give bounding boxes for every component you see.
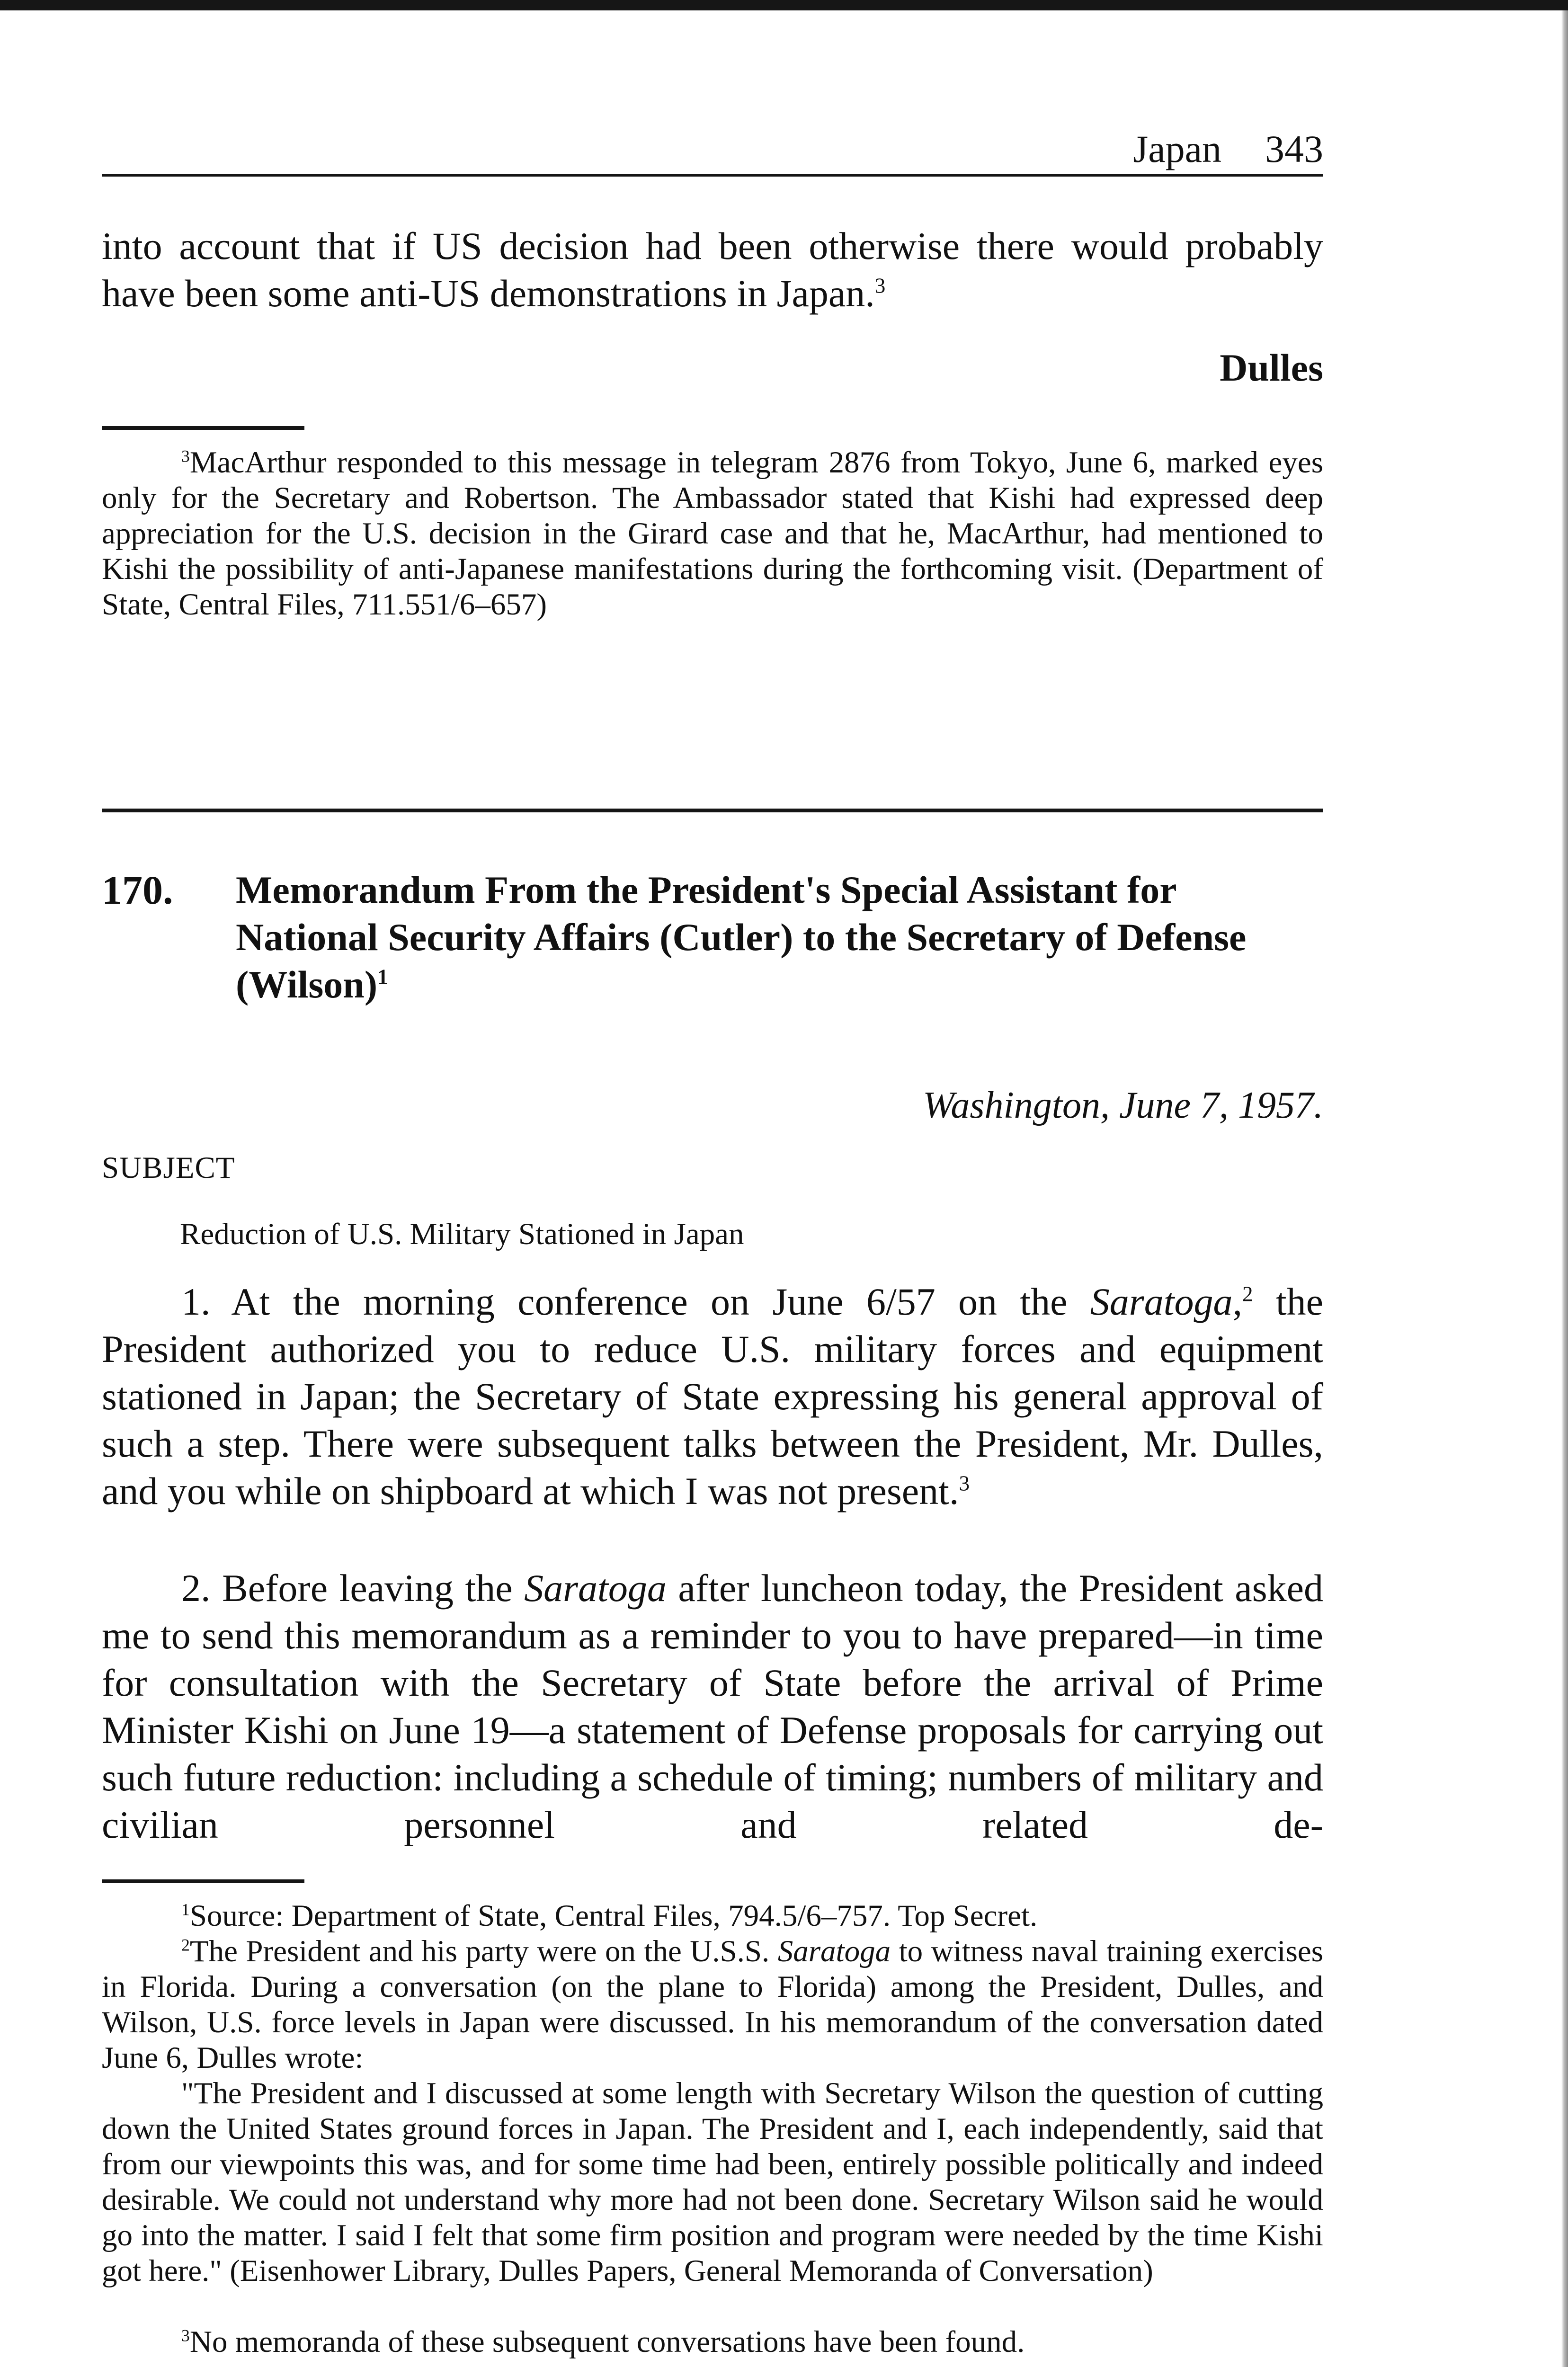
ship-name: Saratoga xyxy=(777,1934,891,1968)
footnote-rule xyxy=(102,426,304,430)
ship-name: Saratoga, xyxy=(1090,1280,1242,1323)
footnote-marker: 3 xyxy=(181,2326,190,2345)
signature: Dulles xyxy=(1220,346,1323,389)
paragraph-1-text-a: 1. At the morning conference on June 6/57 on the xyxy=(181,1280,1068,1323)
footnote-2 xyxy=(102,1934,1323,2076)
document-title xyxy=(236,866,1301,1008)
running-header-title: Japan xyxy=(1133,127,1221,170)
scan-right-edge xyxy=(1561,10,1568,2367)
page-number: 343 xyxy=(1265,127,1323,170)
footnote-2-quote: "The President and I discussed at some length with Secretary Wilson the question of cutting down the United States ground forces in Japan. The President and I, each independently, said that from our viewpoints this was, and for some time had been, entirely possible politically and indeed desirable. We could not understand why more had not been done. Secretary Wilson said he would go into the matter. I said I felt that some firm position and program were needed by the time Kishi got here." (Eisenhower Library, Dulles Papers, General Memoranda of Conversation) xyxy=(102,2076,1323,2288)
subject-text: Reduction of U.S. Military Stationed in Japan xyxy=(180,1217,744,1251)
footnote-text-b: to witness naval training exercises in Florida. During a conversation (on the plane to Florida) among the President, Dulles, and Wilson, U.S. force levels in Japan were discussed. In his memorandum of the conversation dated June 6, Dulles wrote: xyxy=(102,1934,1324,2075)
footnote-3-top xyxy=(102,445,1323,623)
header-rule xyxy=(102,174,1323,177)
paragraph-1 xyxy=(102,1278,1323,1515)
footnote-marker: 1 xyxy=(181,1900,190,1919)
paragraph-2-text-a: 2. Before leaving the xyxy=(181,1566,513,1610)
footnote-3 xyxy=(102,2324,1323,2360)
footnote-ref-2: 2 xyxy=(1242,1282,1253,1306)
footnote-marker: 2 xyxy=(181,1935,190,1955)
document-number: 170. xyxy=(102,867,173,913)
footnote-text: Source: Department of State, Central Files, 794.5/6–757. Top Secret. xyxy=(189,1899,1038,1933)
section-rule xyxy=(102,809,1323,812)
footnote-text: No memoranda of these subsequent conversations have been found. xyxy=(189,2325,1025,2359)
paragraph-2-text-b: after luncheon today, the President asked me to send this memorandum as a reminder to you to have prepared—in time for consultation with the Secretary of State before the arrival of Prime Minister Kishi on June 19—a statement of Defense proposals for carrying out such future reduction: including a schedule of timing; numbers of military and civilian personnel and related de- xyxy=(102,1566,1324,1846)
continued-paragraph xyxy=(102,222,1323,317)
footnote-rule xyxy=(102,1879,304,1883)
title-footnote-ref: 1 xyxy=(377,965,388,989)
subject-label: SUBJECT xyxy=(102,1151,235,1185)
scan-top-edge xyxy=(0,0,1568,10)
footnote-text: MacArthur responded to this message in telegram 2876 from Tokyo, June 6, marked eyes only for the Secretary and Robertson. The Ambassador stated that Kishi had expressed deep appreciation for the U.S. decision in the Girard case and that he, MacArthur, had mentioned to Kishi the possibility of anti-Japanese manifestations during the forthcoming visit. (Department of State, Central Files, 711.551/6–657) xyxy=(102,445,1323,622)
footnote-text-a: The President and his party were on the U.S.S. xyxy=(189,1934,770,1968)
paragraph-2 xyxy=(102,1565,1323,1849)
dateline: Washington, June 7, 1957. xyxy=(923,1085,1323,1126)
footnote-ref-3: 3 xyxy=(874,274,886,298)
running-header xyxy=(102,128,1323,175)
footnote-marker: 3 xyxy=(181,446,190,466)
ship-name: Saratoga xyxy=(524,1566,667,1610)
continued-paragraph-text: into account that if US decision had been otherwise there would probably have been some anti-US demonstrations in Japan. xyxy=(102,224,1323,315)
footnote-1 xyxy=(102,1898,1323,1934)
document-title-text: Memorandum From the President's Special Assistant for National Security Affairs (Cutler) to the Secretary of Defense (Wilson) xyxy=(236,868,1247,1006)
footnote-ref-3b: 3 xyxy=(959,1471,970,1495)
paragraph-1-text-b: the President authorized you to reduce U.S. military forces and equipment stationed in Japan; the Secretary of State expressing his general approval of such a step. There were subsequent talks between the President, Mr. Dulles, and you while on shipboard at which I was not present. xyxy=(102,1280,1324,1513)
